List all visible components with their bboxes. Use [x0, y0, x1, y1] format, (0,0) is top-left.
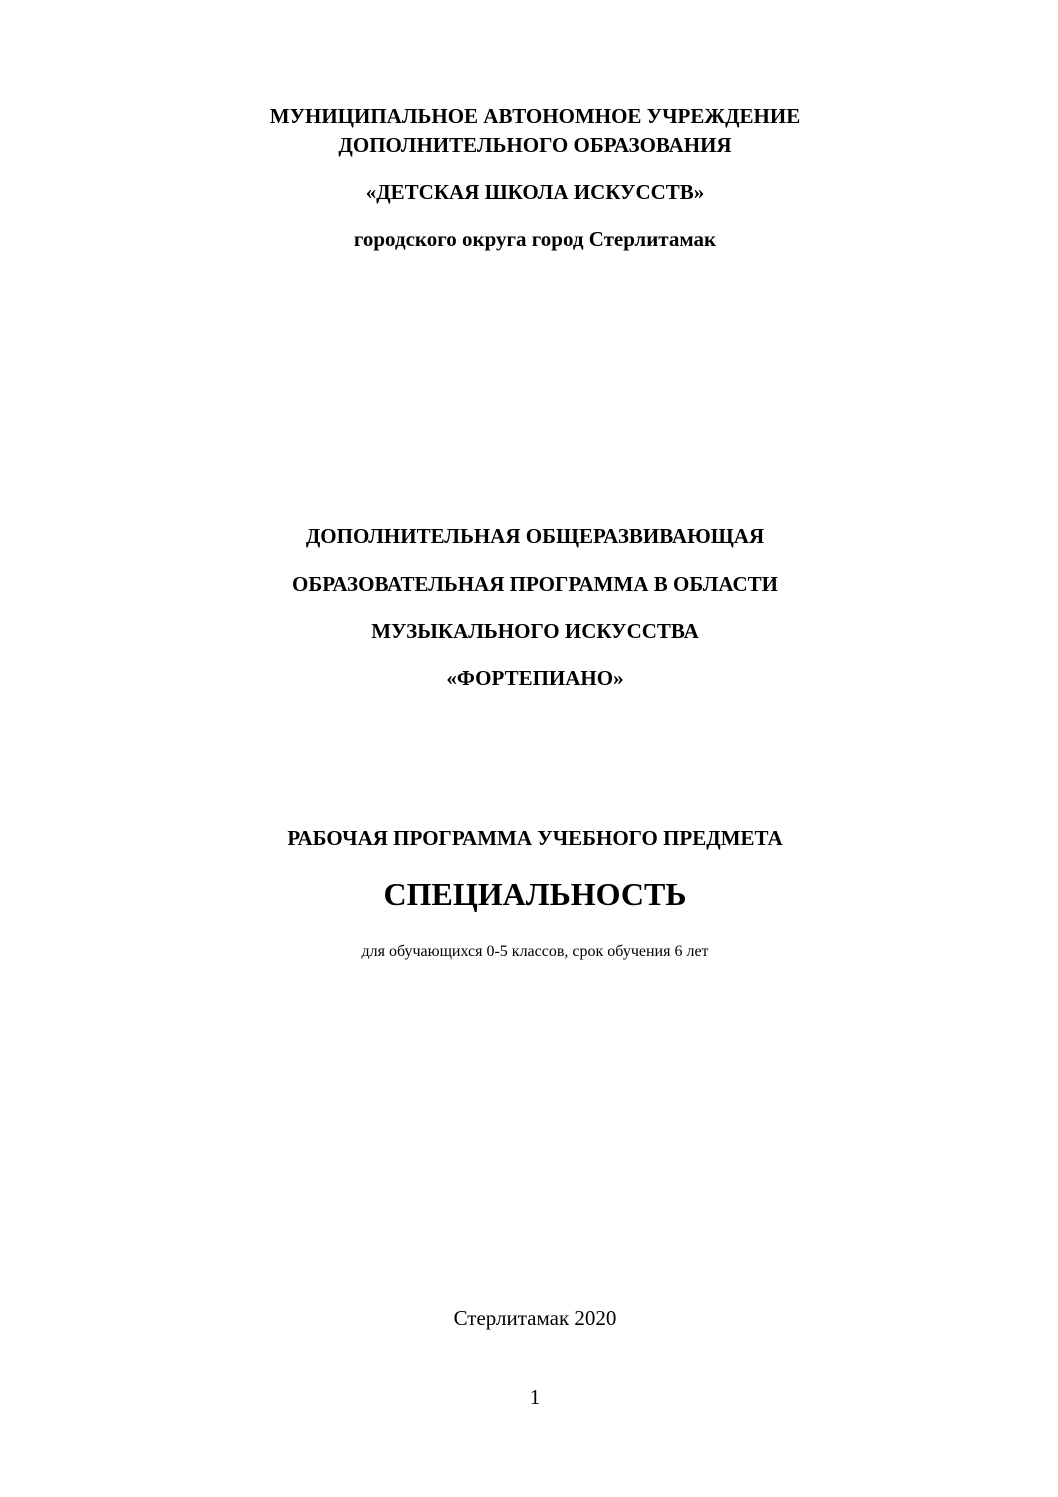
subject-heading: РАБОЧАЯ ПРОГРАММА УЧЕБНОГО ПРЕДМЕТА — [287, 826, 783, 850]
city-year: Стерлитамак 2020 — [453, 1306, 617, 1330]
institution-line-2: ДОПОЛНИТЕЛЬНОГО ОБРАЗОВАНИЯ — [338, 133, 732, 157]
program-line-3: МУЗЫКАЛЬНОГО ИСКУССТВА — [371, 619, 699, 643]
institution-location: городского округа город Стерлитамак — [353, 227, 717, 251]
program-name: «ФОРТЕПИАНО» — [446, 666, 624, 690]
institution-name: «ДЕТСКАЯ ШКОЛА ИСКУССТВ» — [365, 180, 705, 204]
page-number: 1 — [529, 1385, 541, 1409]
subject-audience: для обучающихся 0-5 классов, срок обучения 6 лет — [361, 943, 709, 960]
institution-line-1: МУНИЦИПАЛЬНОЕ АВТОНОМНОЕ УЧРЕЖДЕНИЕ — [269, 104, 801, 128]
program-line-1: ДОПОЛНИТЕЛЬНАЯ ОБЩЕРАЗВИВАЮЩАЯ — [305, 524, 765, 548]
subject-title: СПЕЦИАЛЬНОСТЬ — [383, 876, 687, 912]
program-line-2: ОБРАЗОВАТЕЛЬНАЯ ПРОГРАММА В ОБЛАСТИ — [292, 572, 778, 596]
